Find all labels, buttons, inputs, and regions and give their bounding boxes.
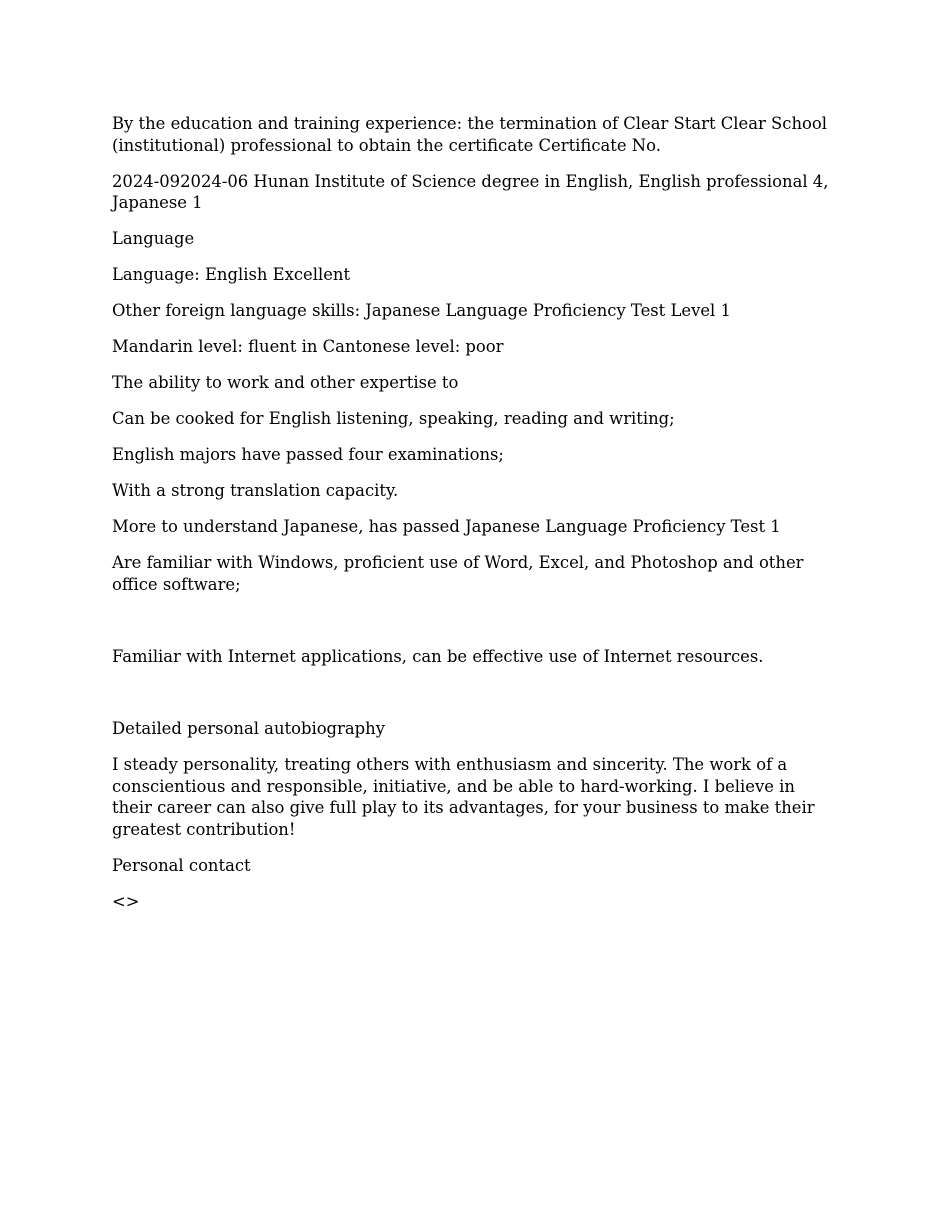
paragraph-degree: 2024-092024-06 Hunan Institute of Science degree in English, English professional 4, Japanese 1 <box>112 171 829 213</box>
document-body <box>112 113 832 927</box>
paragraph-mandarin-level: Mandarin level: fluent in Cantonese level: poor <box>112 337 504 357</box>
paragraph-autobiography: I steady personality, treating others with enthusiasm and sincerity. The work of a conscientious and responsible, initiative, and be able to hard-working. I believe in their career can also give full play to its advantages, for your business to make their greatest contribution! <box>112 755 815 840</box>
blank-line <box>112 682 832 704</box>
paragraph-language-english: Language: English Excellent <box>112 265 351 285</box>
paragraph-translation: With a strong translation capacity. <box>112 481 399 501</box>
blank-line <box>112 610 832 632</box>
paragraph-education: By the education and training experience: the termination of Clear Start Clear School (institutional) professional to obtain the certificate Certificate No. <box>112 114 827 155</box>
heading-language: Language <box>112 229 195 249</box>
paragraph-english-exams: English majors have passed four examinations; <box>112 445 504 465</box>
heading-abilities: The ability to work and other expertise to <box>112 373 459 393</box>
paragraph-english-skills: Can be cooked for English listening, speaking, reading and writing; <box>112 409 675 429</box>
heading-personal-contact: Personal contact <box>112 856 251 876</box>
paragraph-contact-placeholder: <> <box>112 892 140 912</box>
heading-autobiography: Detailed personal autobiography <box>112 719 385 739</box>
paragraph-internet: Familiar with Internet applications, can be effective use of Internet resources. <box>112 647 764 667</box>
paragraph-office-software: Are familiar with Windows, proficient use of Word, Excel, and Photoshop and other office software; <box>112 553 804 595</box>
paragraph-other-language: Other foreign language skills: Japanese Language Proficiency Test Level 1 <box>112 301 731 321</box>
paragraph-japanese: More to understand Japanese, has passed Japanese Language Proficiency Test 1 <box>112 517 781 537</box>
